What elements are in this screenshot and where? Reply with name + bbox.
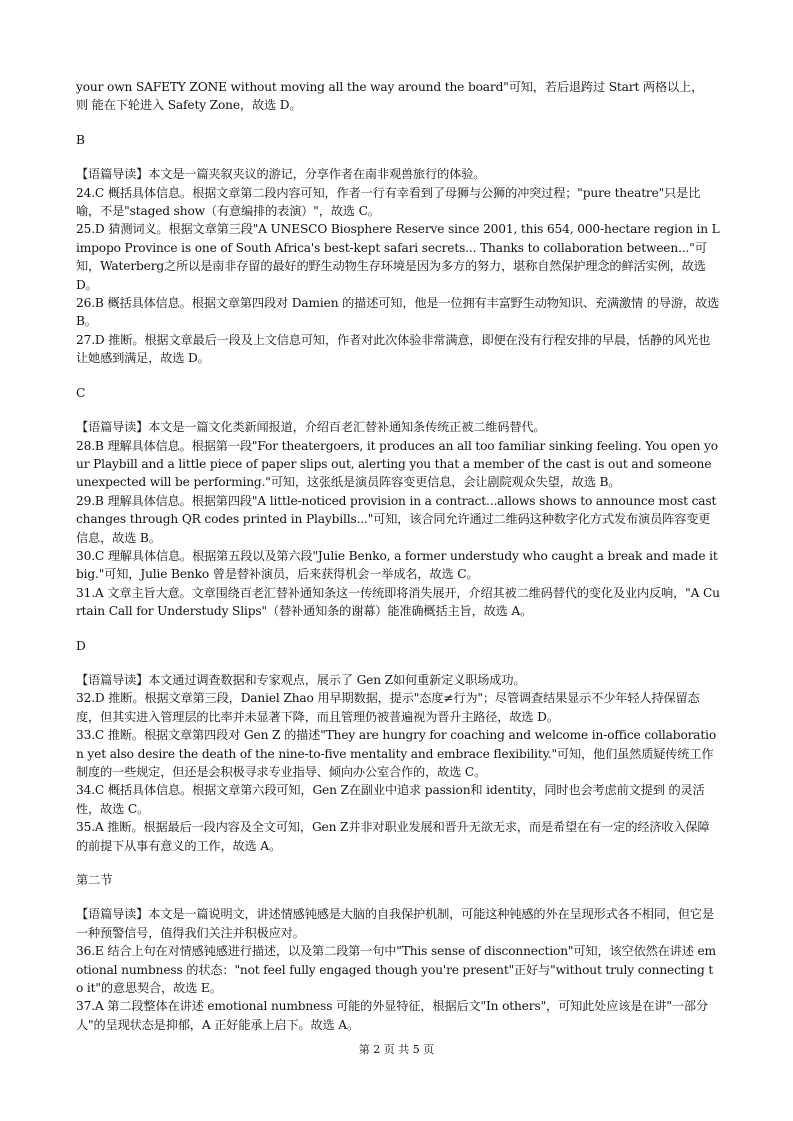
guide-b: 【语篇导读】本文是一篇夹叙夹议的游记，分享作者在南非观兽旅行的体验。: [76, 167, 486, 182]
answer-33: 33.C 推断。根据文章第四段对 Gen Z 的描述"They are hungry for coaching and welcome in-office collaboration yet also desire the death of the nine-to-five mentality and embrace flexibility."可知，他们虽然质疑传统工作制度的一些规定，但还是会积极寻求专业指导、倾向办公室合作的，故选 C。: [76, 728, 717, 779]
answer-37: 37.A 第二段整体在讲述 emotional numbness 可能的外显特征，根据后文"In others"，可知此处应该是在讲"一部分人"的呈现状态是抑郁，A 正好能承上启下。故选 A。: [76, 999, 708, 1032]
section-heading-c: C: [76, 385, 86, 400]
answer-24: 24.C 概括具体信息。根据文章第二段内容可知，作者一行有幸看到了母狮与公狮的冲突过程；"pure theatre"只是比喻，不是"staged show（有意编排的表演）"，故选 C。: [76, 185, 701, 219]
answer-30: 30.C 理解具体信息。根据第五段以及第六段"Julie Benko, a former understudy who caught a break and made it big."可知，Julie Benko 曾是替补演员，后来获得机会一举成名，故选 C。: [76, 548, 718, 582]
section-heading-d: D: [76, 638, 86, 653]
answer-27: 27.D 推断。根据文章最后一段及上文信息可知，作者对此次体验非常满意，即便在没有行程安排的早晨，恬静的风光也让她感到满足，故选 D。: [76, 332, 711, 366]
guide-part-two: 【语篇导读】本文是一篇说明文，讲述情感钝感是大脑的自我保护机制，可能这种钝感的外在呈现形式各不相同，但它是一种预警信号，值得我们关注并积极应对。: [76, 907, 714, 940]
answer-36: 36.E 结合上句在对情感钝感进行描述，以及第二段第一句中"This sense of disconnection"可知，该空依然在讲述 emotional numbness 的状态："not feel fully engaged though you're present"正好与"without truly connecting to it"的意思契合，故选 E。: [76, 944, 716, 996]
guide-d: 【语篇导读】本文通过调查数据和专家观点，展示了 Gen Z如何重新定义职场成功。: [76, 672, 526, 687]
answer-25: 25.D 猜测词义。根据文章第三段"A UNESCO Biosphere Reserve since 2001, this 654, 000-hectare region in Limpopo Province is one of South Africa's best-kept safari secrets... Thanks to collaboration between..."可知，Waterberg之所以是南非存留的最好的野生动物生存环境是因为多方的努力，堪称自然保护理念的鲜活实例，故选 D。: [76, 222, 720, 292]
answer-29: 29.B 理解具体信息。根据第四段"A little-noticed provision in a contract...allows shows to announce most cast changes through QR codes printed in Playbills..."可知，该合同允许通过二维码这种数字化方式发布演员阵容变更信息，故选 B。: [76, 493, 717, 545]
answer-26: 26.B 概括具体信息。根据文章第四段对 Damien 的描述可知，他是一位拥有丰富野生动物知识、充满激情 的导游，故选 B。: [76, 296, 720, 329]
page-number-footer: 第 2 页 共 5 页: [358, 1043, 435, 1056]
answer-32: 32.D 推断。根据文章第三段，Daniel Zhao 用早期数据，提示"态度≠行为"；尽管调查结果显示不少年轻人持保留态度，但其实进入管理层的比率并未显著下降，而且管理仍被普遍视为晋升主路径，故选 D。: [76, 691, 700, 724]
answer-34: 34.C 概括具体信息。根据文章第六段可知，Gen Z在副业中追求 passion和 identity，同时也会考虑前文提到 的灵活性，故选 C。: [76, 783, 705, 816]
answer-31: 31.A 文章主旨大意。文章围绕百老汇替补通知条这一传统即将消失展开，介绍其被二维码替代的变化及业内反响，"A Curtain Call for Understudy Slips"（替补通知条的谢幕）能准确概括主旨，故选 A。: [76, 585, 720, 619]
guide-c: 【语篇导读】本文是一篇文化类新闻报道，介绍百老汇替补通知条传统正被二维码替代。: [76, 420, 546, 435]
answer-35: 35.A 推断。根据最后一段内容及全文可知，Gen Z并非对职业发展和晋升无欲无求，而是希望在有一定的经济收入保障的前提下从事有意义的工作，故选 A。: [76, 820, 710, 853]
page-content: [76, 78, 720, 1034]
carryover-line-1: your own SAFETY ZONE without moving all the way around the board"可知，若后退跨过 Start 两格以上，: [76, 80, 704, 94]
answer-28: 28.B 理解具体信息。根据第一段"For theatergoers, it produces an all too familiar sinking feeling. You open your Playbill and a little piece of paper slips out, alerting you that a member of the cast is out and someone unexpected will be performing."可知，这张纸是演员阵容变更信息，会让剧院观众失望，故选 B。: [76, 438, 718, 490]
section-heading-part-two: 第二节: [76, 873, 113, 888]
section-heading-b: B: [76, 132, 85, 147]
carryover-line-2: 则 能在下轮进入 Safety Zone，故选 D。: [76, 98, 302, 113]
